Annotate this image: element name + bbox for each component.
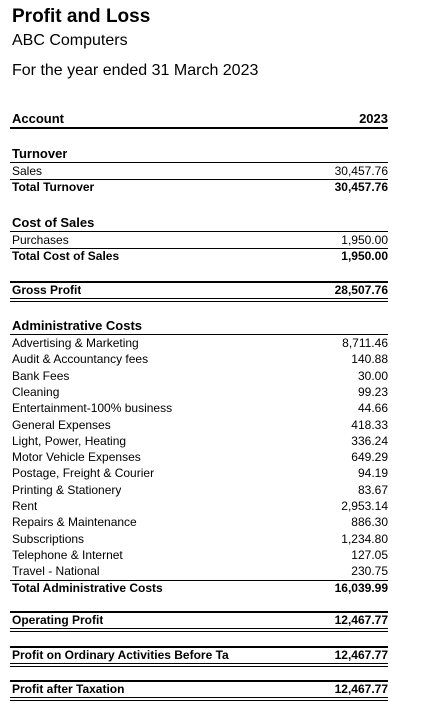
table-row-value: 44.66 <box>357 401 388 416</box>
table-row-value: 99.23 <box>357 384 388 399</box>
table-row-value: 30,457.76 <box>334 164 388 178</box>
cost-of-sales-total-label: Total Cost of Sales <box>12 249 120 264</box>
table-row-label: Telephone & Internet <box>12 547 123 562</box>
table-row-label: Sales <box>12 164 43 178</box>
turnover-total-label: Total Turnover <box>12 180 95 195</box>
table-row-value: 649.29 <box>351 450 388 465</box>
company-name: ABC Computers <box>12 32 128 49</box>
turnover-heading-rule <box>10 162 388 163</box>
table-row-value: 1,950.00 <box>341 233 388 247</box>
account-column-header: Account <box>12 111 64 126</box>
year-column-header: 2023 <box>359 111 388 126</box>
table-row-value: 336.24 <box>351 433 388 448</box>
header-underline <box>10 127 388 129</box>
table-row-value: 1,234.80 <box>341 531 388 546</box>
table-row-value: 230.75 <box>351 564 388 579</box>
table-row-label: Entertainment-100% business <box>12 401 173 416</box>
table-row-label: Printing & Stationery <box>12 482 122 497</box>
table-row-label: Purchases <box>12 233 69 247</box>
table-row-label: Rent <box>12 499 38 513</box>
table-row-label: Light, Power, Heating <box>12 433 127 448</box>
turnover-total-value: 30,457.76 <box>334 180 388 195</box>
report-period: For the year ended 31 March 2023 <box>12 62 259 79</box>
profit-before-tax-bottom-rule <box>10 663 388 667</box>
profit-after-tax-bottom-rule <box>10 697 388 701</box>
profit-after-tax-value: 12,467.77 <box>334 682 388 696</box>
table-row-value: 140.88 <box>351 352 388 367</box>
administrative-costs-heading: Administrative Costs <box>12 318 143 333</box>
table-row-label: Repairs & Maintenance <box>12 515 137 530</box>
cost-of-sales-total-value: 1,950.00 <box>341 249 388 264</box>
administrative-costs-heading-rule <box>10 334 388 335</box>
operating-profit-label: Operating Profit <box>12 613 104 627</box>
table-row-label: Travel - National <box>12 564 100 579</box>
table-row-value: 8,711.46 <box>342 336 388 350</box>
table-row-label: Audit & Accountancy fees <box>12 352 149 367</box>
table-row-label: Subscriptions <box>12 531 85 546</box>
table-row-value: 2,953.14 <box>341 499 388 513</box>
gross-profit-value: 28,507.76 <box>334 283 388 297</box>
table-row-label: General Expenses <box>12 417 111 432</box>
table-row-value: 886.30 <box>351 515 388 530</box>
table-row-value: 30.00 <box>357 368 388 383</box>
table-row-label: Motor Vehicle Expenses <box>12 450 141 465</box>
table-row-label: Cleaning <box>12 384 60 399</box>
table-row-value: 83.67 <box>357 482 388 497</box>
profit-after-tax-label: Profit after Taxation <box>12 682 125 696</box>
gross-profit-bottom-rule <box>10 298 388 302</box>
profit-before-tax-value: 12,467.77 <box>334 648 388 662</box>
report-title: Profit and Loss <box>12 6 151 27</box>
table-row-value: 94.19 <box>357 466 388 481</box>
profit-before-tax-label: Profit on Ordinary Activities Before Ta <box>12 648 229 662</box>
turnover-heading: Turnover <box>12 146 68 161</box>
operating-profit-value: 12,467.77 <box>334 613 388 627</box>
administrative-costs-total-label: Total Administrative Costs <box>12 580 163 595</box>
cost-of-sales-heading: Cost of Sales <box>12 215 95 230</box>
cost-of-sales-heading-rule <box>10 231 388 232</box>
table-row-label: Advertising & Marketing <box>12 336 139 350</box>
table-row-label: Postage, Freight & Courier <box>12 466 155 481</box>
gross-profit-label: Gross Profit <box>12 283 82 297</box>
table-row-label: Bank Fees <box>12 368 70 383</box>
table-row-value: 127.05 <box>351 547 388 562</box>
table-row-value: 418.33 <box>351 417 388 432</box>
operating-profit-bottom-rule <box>10 628 388 632</box>
administrative-costs-total-value: 16,039.99 <box>334 580 388 595</box>
